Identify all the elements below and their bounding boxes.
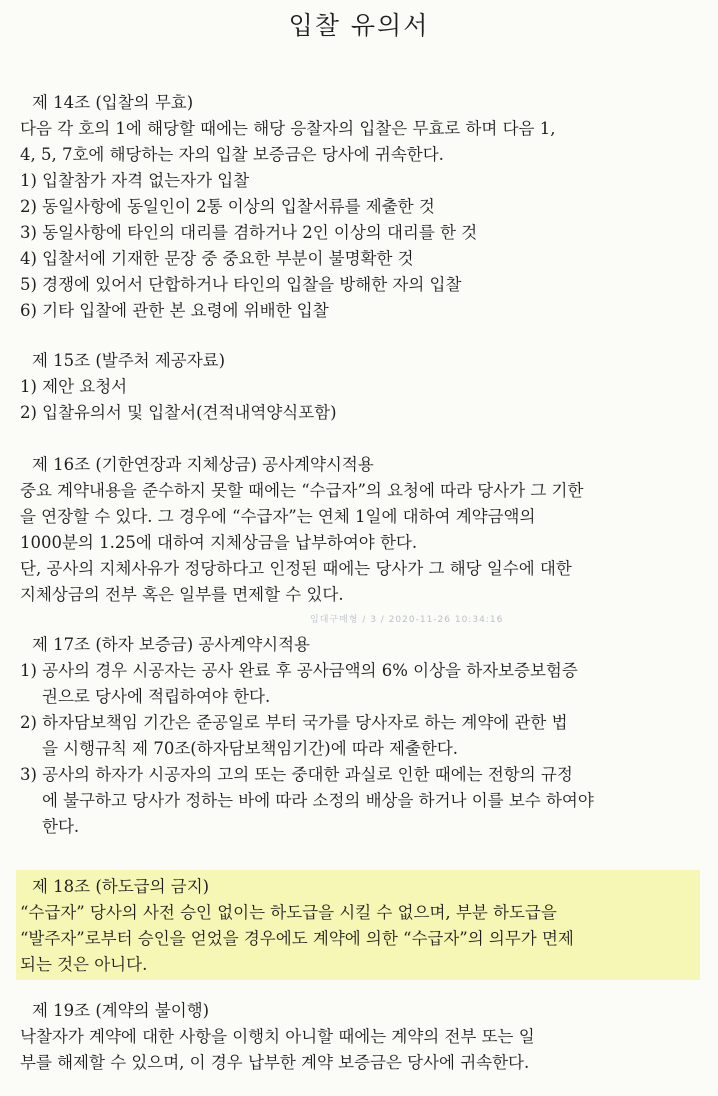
section-heading: 제 19조 (계약의 불이행) [32, 1001, 210, 1020]
section-article-14 [20, 90, 700, 324]
section-article-18 [20, 874, 700, 978]
text-line: 4, 5, 7호에 해당하는 자의 입찰 보증금은 당사에 귀속한다. [20, 145, 444, 164]
section-article-17 [20, 632, 700, 840]
watermark-stamp: 임대구매형 / 3 / 2020-11-26 10:34:16 [310, 615, 504, 625]
list-item: 6) 기타 입찰에 관한 본 요령에 위배한 입찰 [20, 301, 329, 320]
section-article-19 [20, 998, 700, 1076]
list-item: 2) 입찰유의서 및 입찰서(견적내역양식포함) [20, 403, 337, 422]
list-item: 1) 공사의 경우 시공자는 공사 완료 후 공사금액의 6% 이상을 하자보증보험증 [20, 661, 578, 680]
text-line: 1000분의 1.25에 대하여 지체상금을 납부하여야 한다. [20, 533, 418, 552]
list-item: 5) 경쟁에 있어서 단합하거나 타인의 입찰을 방해한 자의 입찰 [20, 275, 462, 294]
text-line: 부를 해제할 수 있으며, 이 경우 납부한 계약 보증금은 당사에 귀속한다. [20, 1053, 530, 1072]
list-item: 2) 동일사항에 동일인이 2통 이상의 입찰서류를 제출한 것 [20, 197, 435, 216]
section-heading: 제 18조 (하도급의 금지) [32, 877, 210, 896]
text-line: 을 연장할 수 있다. 그 경우에 “수급자”는 연체 1일에 대하여 계약금액의 [20, 507, 536, 526]
text-line: 단, 공사의 지체사유가 정당하다고 인정된 때에는 당사가 그 해당 일수에 대한 [20, 559, 572, 578]
list-item: 3) 공사의 하자가 시공자의 고의 또는 중대한 과실로 인한 때에는 전항의 규정 [20, 765, 573, 784]
list-item: 1) 제안 요청서 [20, 377, 128, 396]
text-line: 중요 계약내용을 준수하지 못할 때에는 “수급자”의 요청에 따라 당사가 그 기한 [20, 481, 584, 500]
section-heading: 제 14조 (입찰의 무효) [32, 93, 194, 112]
text-line: “수급자” 당사의 사전 승인 없이는 하도급을 시킬 수 없으며, 부분 하도급을 [20, 903, 557, 922]
section-heading: 제 16조 (기한연장과 지체상금) 공사계약시적용 [32, 455, 374, 474]
section-heading: 제 15조 (발주처 제공자료) [32, 351, 226, 370]
text-line: 낙찰자가 계약에 대한 사항을 이행치 아니할 때에는 계약의 전부 또는 일 [20, 1027, 535, 1046]
text-line: 다음 각 호의 1에 해당할 때에는 해당 응찰자의 입찰은 무효로 하며 다음 1, [20, 119, 556, 138]
text-line: 지체상금의 전부 혹은 일부를 면제할 수 있다. [20, 585, 344, 604]
list-item: 2) 하자담보책임 기간은 준공일로 부터 국가를 당사자로 하는 계약에 관한 법 [20, 713, 568, 732]
section-article-16 [20, 452, 700, 608]
document-title: 입찰 유의서 [288, 11, 430, 40]
list-item: 3) 동일사항에 타인의 대리를 겸하거나 2인 이상의 대리를 한 것 [20, 223, 478, 242]
section-article-15 [20, 348, 700, 426]
section-heading: 제 17조 (하자 보증금) 공사계약시적용 [32, 635, 310, 654]
text-line: “발주자”로부터 승인을 얻었을 경우에도 계약에 의한 “수급자”의 의무가 면제 [20, 929, 574, 948]
list-item-continuation: 한다. [42, 817, 80, 836]
list-item-continuation: 을 시행규칙 제 70조(하자담보책임기간)에 따라 제출한다. [42, 739, 458, 758]
list-item-continuation: 에 불구하고 당사가 정하는 바에 따라 소정의 배상을 하거나 이를 보수 하여야 [42, 791, 594, 810]
list-item: 4) 입찰서에 기재한 문장 중 중요한 부분이 불명확한 것 [20, 249, 414, 268]
text-line: 되는 것은 아니다. [20, 955, 148, 974]
list-item-continuation: 권으로 당사에 적립하여야 한다. [42, 687, 271, 706]
list-item: 1) 입찰참가 자격 없는자가 입찰 [20, 171, 250, 190]
